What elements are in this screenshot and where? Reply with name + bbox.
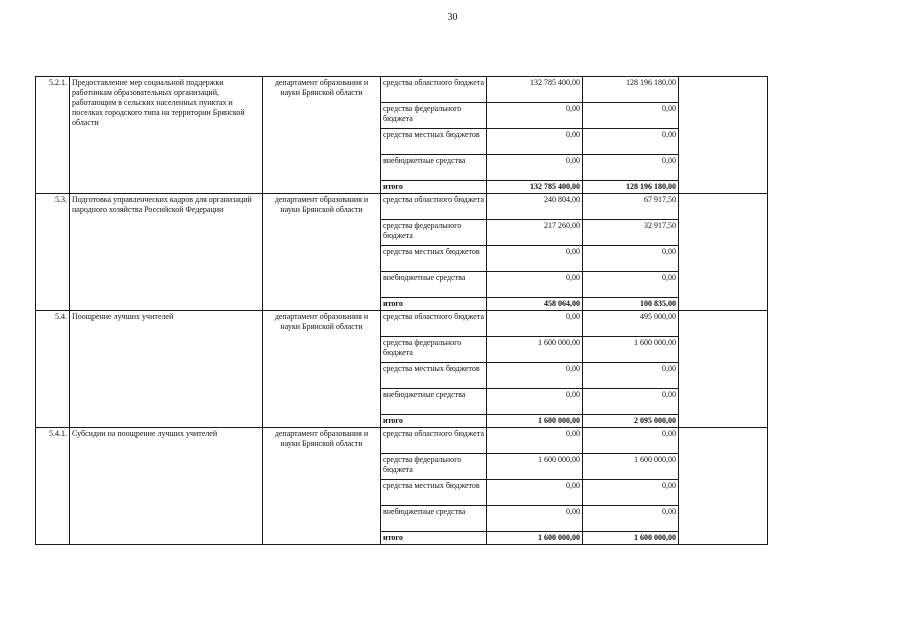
section-executor: департамент образования и науки Брянской области [263,311,381,428]
total-label: итого [381,415,487,428]
total-label: итого [381,181,487,194]
funding-source: средства федерального бюджета [381,103,487,129]
amount-cell: 32 917,50 [583,220,679,246]
amount-cell: 0,00 [487,103,583,129]
amount-cell: 1 600 000,00 [487,337,583,363]
empty-column-cell [679,311,768,428]
amount-cell: 1 600 000,00 [487,454,583,480]
budget-table-body [36,77,768,545]
amount-cell: 240 804,00 [487,194,583,220]
amount-cell: 0,00 [583,480,679,506]
table-row [36,311,768,337]
funding-source: средства местных бюджетов [381,363,487,389]
amount-cell: 0,00 [487,363,583,389]
table-row [36,194,768,220]
amount-cell: 132 785 400,00 [487,77,583,103]
funding-source: внебюджетные средства [381,272,487,298]
amount-cell: 0,00 [487,506,583,532]
amount-cell: 0,00 [487,272,583,298]
amount-cell: 495 000,00 [583,311,679,337]
amount-cell: 67 917,50 [583,194,679,220]
funding-source: средства местных бюджетов [381,246,487,272]
funding-source: средства областного бюджета [381,311,487,337]
funding-source: средства местных бюджетов [381,480,487,506]
funding-source: внебюджетные средства [381,389,487,415]
empty-column-cell [679,77,768,194]
amount-cell: 0,00 [487,389,583,415]
amount-cell: 0,00 [583,155,679,181]
total-label: итого [381,298,487,311]
section-number: 5.4.1. [36,428,70,545]
section-name: Подготовка управленческих кадров для организаций народного хозяйства Российской Федерации [70,194,263,311]
funding-source: средства местных бюджетов [381,129,487,155]
amount-cell: 0,00 [583,506,679,532]
amount-cell: 0,00 [487,246,583,272]
section-name: Предоставление мер социальной поддержки работникам образовательных организаций, работающим в сельских населенных пунктах и поселках городского типа на территории Брянской области [70,77,263,194]
empty-column-cell [679,194,768,311]
amount-cell: 128 196 180,00 [583,77,679,103]
funding-source: средства федерального бюджета [381,220,487,246]
amount-cell: 0,00 [487,311,583,337]
total-amount-cell: 128 196 180,00 [583,181,679,194]
funding-source: внебюджетные средства [381,155,487,181]
total-label: итого [381,532,487,545]
section-number: 5.3. [36,194,70,311]
section-number: 5.2.1. [36,77,70,194]
amount-cell: 0,00 [583,363,679,389]
amount-cell: 0,00 [487,480,583,506]
section-executor: департамент образования и науки Брянской области [263,194,381,311]
amount-cell: 0,00 [583,103,679,129]
page-number: 30 [447,12,458,23]
amount-cell: 0,00 [583,272,679,298]
amount-cell: 0,00 [487,129,583,155]
amount-cell: 0,00 [583,129,679,155]
funding-source: средства федерального бюджета [381,337,487,363]
amount-cell: 0,00 [583,389,679,415]
total-amount-cell: 1 600 000,00 [487,532,583,545]
section-name: Субсидии на поощрение лучших учителей [70,428,263,545]
amount-cell: 1 600 000,00 [583,337,679,363]
table-row [36,428,768,454]
amount-cell: 217 260,00 [487,220,583,246]
section-number: 5.4. [36,311,70,428]
budget-table [35,76,768,545]
funding-source: средства областного бюджета [381,428,487,454]
amount-cell: 0,00 [487,155,583,181]
total-amount-cell: 1 600 000,00 [487,415,583,428]
total-amount-cell: 100 835,00 [583,298,679,311]
total-amount-cell: 2 095 000,00 [583,415,679,428]
total-amount-cell: 132 785 400,00 [487,181,583,194]
total-amount-cell: 458 064,00 [487,298,583,311]
section-executor: департамент образования и науки Брянской области [263,77,381,194]
amount-cell: 0,00 [487,428,583,454]
funding-source: внебюджетные средства [381,506,487,532]
amount-cell: 0,00 [583,246,679,272]
funding-source: средства областного бюджета [381,77,487,103]
amount-cell: 0,00 [583,428,679,454]
section-executor: департамент образования и науки Брянской области [263,428,381,545]
funding-source: средства областного бюджета [381,194,487,220]
budget-table-container [35,76,767,545]
funding-source: средства федерального бюджета [381,454,487,480]
empty-column-cell [679,428,768,545]
table-row [36,77,768,103]
section-name: Поощрение лучших учителей [70,311,263,428]
amount-cell: 1 600 000,00 [583,454,679,480]
total-amount-cell: 1 600 000,00 [583,532,679,545]
